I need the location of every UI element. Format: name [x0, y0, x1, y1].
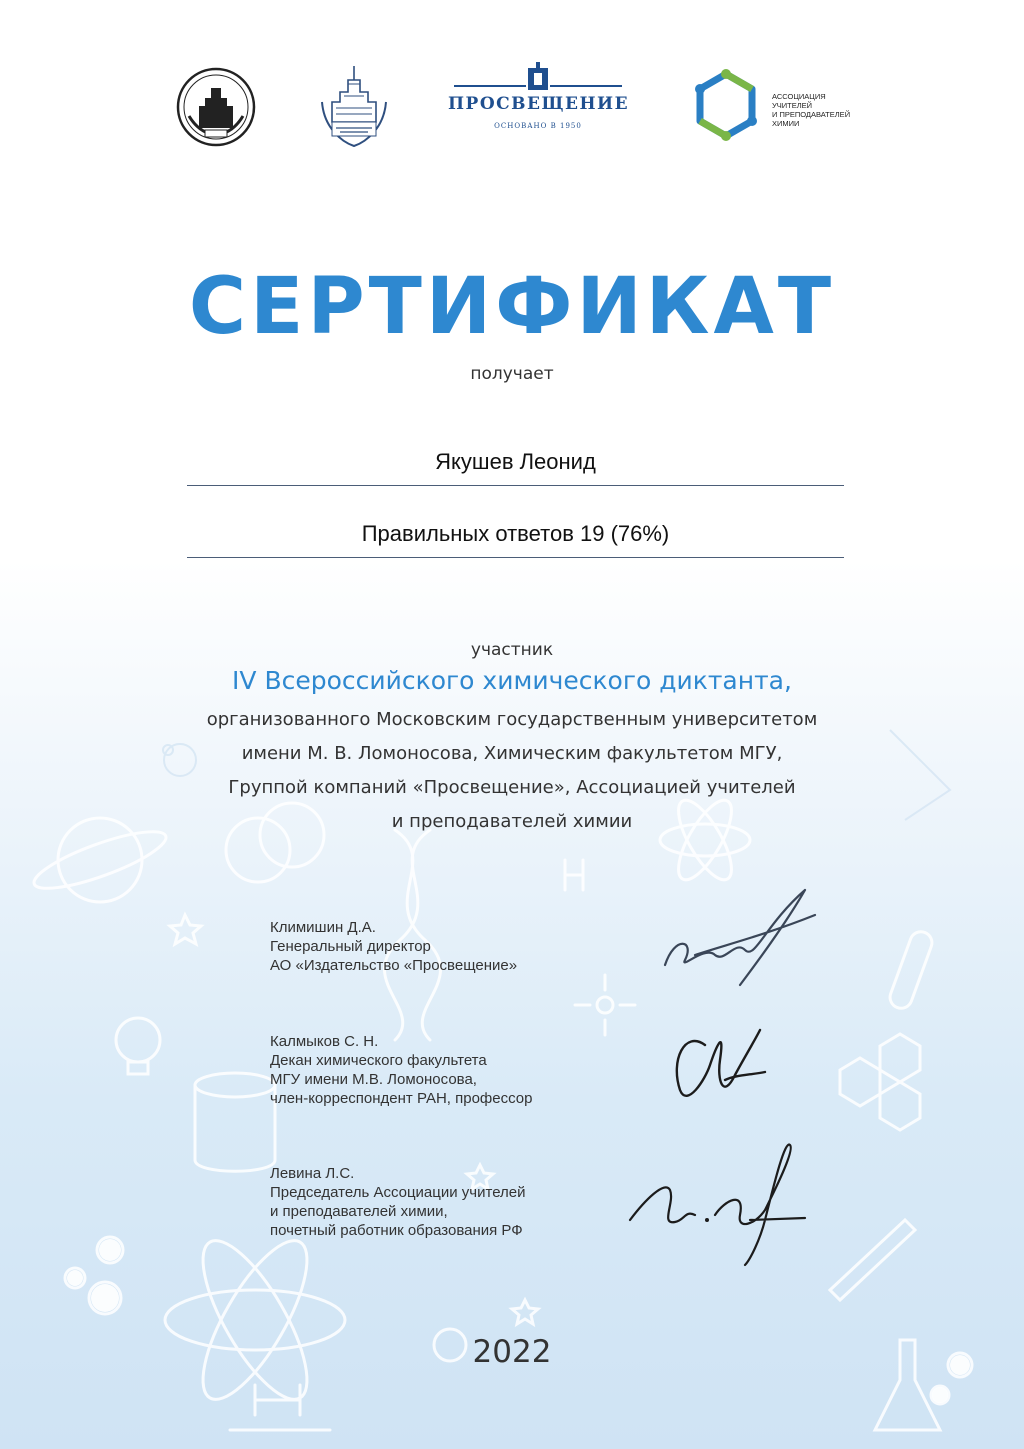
recipient-name: Якушев Леонид	[187, 449, 844, 486]
prosveshchenie-logo	[448, 60, 628, 150]
signer-position: Председатель Ассоциации учителей	[270, 1184, 526, 1201]
signature-kalmykov	[665, 1020, 775, 1110]
certificate-title: СЕРТИФИКАТ	[188, 262, 836, 352]
participant-label: участник	[470, 640, 554, 660]
signer-klimishin	[270, 918, 630, 975]
prosveshchenie-name: ПРОСВЕЩЕНИЕ	[448, 94, 630, 114]
score-line: Правильных ответов 19 (76%)	[187, 521, 844, 558]
prosveshchenie-since: ОСНОВАНО В 1950	[494, 122, 582, 130]
signature-levina	[625, 1140, 810, 1270]
chemistry-faculty-logo	[318, 62, 390, 150]
signer-levina	[270, 1164, 630, 1240]
signer-position: и преподавателей химии,	[270, 1203, 448, 1220]
signer-position: член-корреспондент РАН, профессор	[270, 1090, 533, 1107]
signature-klimishin	[655, 885, 825, 995]
receives-label: получает	[470, 364, 554, 384]
signer-position: АО «Издательство «Просвещение»	[270, 957, 518, 974]
event-name: IV Всероссийского химического диктанта,	[232, 666, 792, 695]
organizers-line: имени М. В. Ломоносова, Химическим факультетом МГУ,	[241, 743, 783, 764]
association-name	[772, 92, 872, 128]
certificate-year: 2022	[472, 1334, 552, 1370]
association-line: АССОЦИАЦИЯ	[772, 92, 826, 101]
association-line: ХИМИИ	[772, 119, 800, 128]
association-logo	[686, 66, 876, 150]
organizers-line: организованного Московским государственным университетом	[206, 709, 818, 730]
organizers-line: и преподавателей химии	[391, 811, 633, 832]
signer-name: Калмыков С. Н.	[270, 1033, 379, 1050]
signer-kalmykov	[270, 1032, 630, 1108]
signer-name: Климишин Д.А.	[270, 919, 376, 936]
signer-position: Генеральный директор	[270, 938, 431, 955]
msu-emblem-logo	[175, 66, 257, 148]
organizers-text	[162, 703, 862, 839]
organizers-line: Группой компаний «Просвещение», Ассоциацией учителей	[228, 777, 796, 798]
signer-position: Декан химического факультета	[270, 1052, 487, 1069]
signer-position: почетный работник образования РФ	[270, 1222, 523, 1239]
logo-bar	[0, 60, 1024, 160]
association-line: И ПРЕПОДАВАТЕЛЕЙ	[772, 110, 851, 119]
association-line: УЧИТЕЛЕЙ	[772, 101, 813, 110]
signer-name: Левина Л.С.	[270, 1165, 355, 1182]
signer-position: МГУ имени М.В. Ломоносова,	[270, 1071, 477, 1088]
